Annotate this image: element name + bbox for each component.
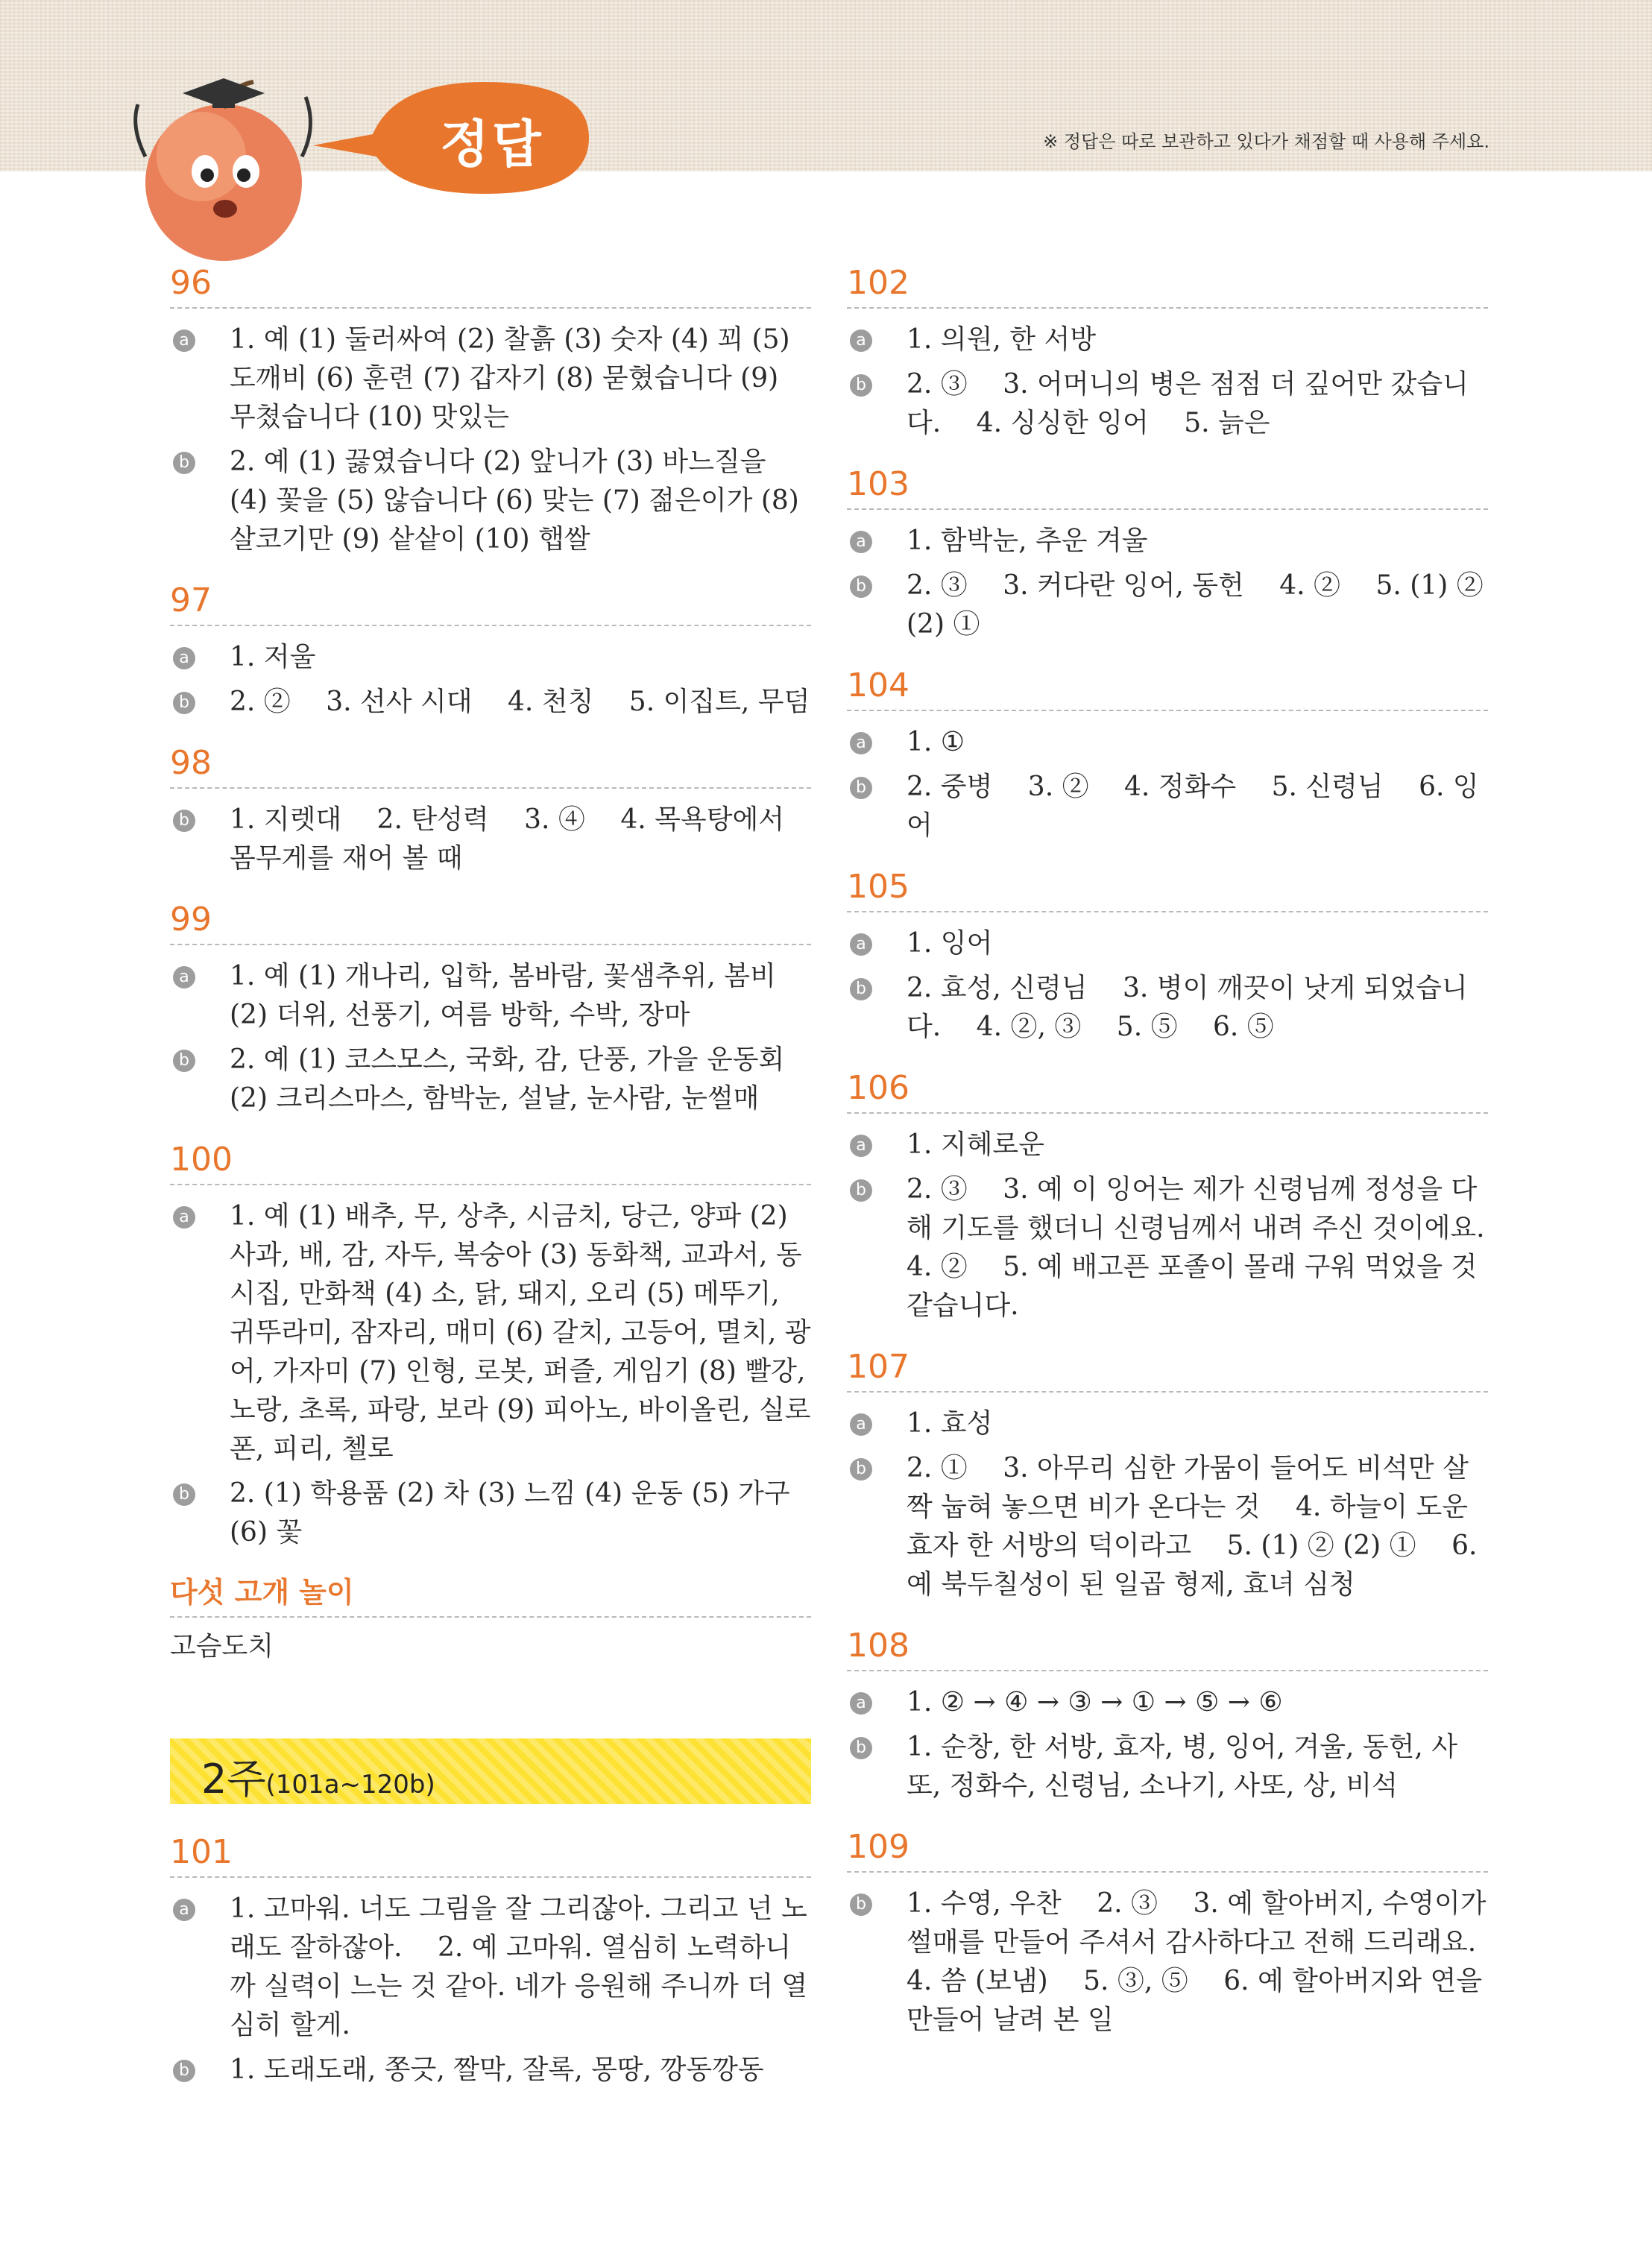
section-number: 96 — [170, 261, 811, 309]
answer-text: 1. 예 (1) 둘러싸여 (2) 찰흙 (3) 숫자 (4) 꾀 (5) 도깨비 (6) 훈련 (7) 갑자기 (8) 묻혔습니다 (9) 무쳤습니다 (10) 맛있는 — [230, 324, 790, 432]
part-badge: b — [850, 1458, 872, 1480]
part-badge: a — [850, 531, 872, 553]
part-badge: a — [173, 1206, 195, 1229]
answer-section-105 — [847, 865, 1488, 1047]
week-title — [201, 1747, 435, 1805]
answer-text: 1. 효성 — [907, 1408, 993, 1439]
answer-text: 1. 함박눈, 추운 겨울 — [907, 526, 1148, 556]
section-number: 106 — [847, 1066, 1488, 1114]
answer-row — [170, 801, 811, 878]
section-number: 104 — [847, 663, 1488, 711]
answer-text: 2. ③ 3. 커다란 잉어, 동헌 4. ② 5. (1) ② (2) ① — [907, 570, 1484, 640]
section-number: 109 — [847, 1825, 1488, 1873]
section-number: 107 — [847, 1345, 1488, 1393]
answer-section-97 — [170, 578, 811, 722]
peach-mascot-icon — [112, 52, 335, 276]
answer-text: 2. 예 (1) 코스모스, 국화, 감, 단풍, 가을 운동회 (2) 크리스마스, 함박눈, 설날, 눈사람, 눈썰매 — [230, 1044, 785, 1114]
answer-row — [170, 1475, 811, 1552]
answer-text: 2. 중병 3. ② 4. 정화수 5. 신령님 6. 잉어 — [907, 772, 1479, 841]
game-title: 다섯 고개 놀이 — [170, 1571, 811, 1618]
answer-row — [847, 1449, 1488, 1604]
part-badge: a — [850, 933, 872, 956]
answer-row — [170, 638, 811, 677]
answer-text: 1. ① — [907, 727, 965, 757]
answer-section-109 — [847, 1825, 1512, 2040]
right-column — [847, 261, 1521, 2059]
answer-row — [847, 1404, 1488, 1443]
section-number: 103 — [847, 462, 1488, 510]
answer-text: 1. 예 (1) 개나리, 입학, 봄바람, 꽃샘추위, 봄비 (2) 더위, 선풍기, 여름 방학, 수박, 장마 — [230, 961, 776, 1030]
part-badge: a — [850, 1135, 872, 1157]
answer-section-98 — [170, 741, 811, 878]
part-badge: a — [173, 1899, 195, 1921]
answer-section-100 — [170, 1138, 811, 1552]
answer-section-108 — [847, 1624, 1488, 1806]
answer-row — [170, 683, 811, 722]
section-number: 98 — [170, 741, 811, 789]
answer-section-96 — [170, 261, 811, 559]
answer-text: 1. ② → ④ → ③ → ① → ⑤ → ⑥ — [907, 1687, 1283, 1718]
answer-text: 1. 순창, 한 서방, 효자, 병, 잉어, 겨울, 동헌, 사또, 정화수, 신령님, 소나기, 사또, 상, 비석 — [907, 1732, 1458, 1801]
answer-row — [847, 768, 1488, 845]
answer-section-99 — [170, 898, 811, 1118]
week-banner — [170, 1738, 811, 1804]
answer-section-107 — [847, 1345, 1488, 1604]
section-number: 100 — [170, 1138, 811, 1185]
part-badge: b — [850, 777, 872, 799]
section-number: 102 — [847, 261, 1488, 309]
answer-section-103 — [847, 462, 1488, 644]
answer-row — [847, 1728, 1488, 1806]
answer-text: 2. ③ 3. 어머니의 병은 점점 더 깊어만 갔습니다. 4. 싱싱한 잉어 5. 늙은 — [907, 369, 1469, 438]
answer-text: 1. 예 (1) 배추, 무, 상추, 시금치, 당근, 양파 (2) 사과, 배, 감, 자두, 복숭아 (3) 동화책, 교과서, 동시집, 만화책 (4) 소, 닭, 돼지, 오리 (5) 메뚜기, 귀뚜라미, 잠자리, 매미 (6) 갈치, 고등어, 멸치, 광어, 가자미 (7) 인형, 로봇, 퍼즐, 게임기 (8) 빨강, 노랑, 초록, 파랑, 보라 (9) 피아노, 바이올린, 실로폰, 피리, 첼로 — [230, 1201, 811, 1464]
part-badge: a — [173, 329, 195, 352]
answer-section-104 — [847, 663, 1488, 845]
answer-row — [847, 723, 1488, 762]
answer-row — [170, 957, 811, 1035]
part-badge: b — [850, 576, 872, 598]
answer-section-102 — [847, 261, 1488, 443]
answer-text: 2. ② 3. 선사 시대 4. 천칭 5. 이집트, 무덤 — [230, 687, 810, 717]
answer-text: 2. 예 (1) 끓였습니다 (2) 앞니가 (3) 바느질을 (4) 꽃을 (5) 않습니다 (6) 맞는 (7) 젊은이가 (8) 살코기만 (9) 샅샅이 (10) 햅쌀 — [230, 447, 799, 555]
answer-text: 1. 지렛대 2. 탄성력 3. ④ 4. 목욕탕에서 몸무게를 재어 볼 때 — [230, 804, 785, 874]
answer-text: 2. ③ 3. 예 이 잉어는 제가 신령님께 정성을 다해 기도를 했더니 신령님께서 내려 주신 것이에요. 4. ② 5. 예 배고픈 포졸이 몰래 구워 먹었을 것 같습니다. — [907, 1174, 1521, 1321]
page-title: 정답 — [440, 116, 544, 174]
left-column — [170, 261, 811, 1665]
answer-text: 1. 수영, 우찬 2. ③ 3. 예 할아버지, 수영이가 썰매를 만들어 주셔서 감사하다고 전해 드리래요. 4. 씀 (보냄) 5. ③, ⑤ 6. 예 할아버지와 연을 만들어 날려 본 일 — [907, 1888, 1512, 2035]
part-badge: a — [850, 329, 872, 352]
part-badge: b — [173, 1483, 195, 1506]
answer-text: 1. 도래도래, 쫑긋, 짤막, 잘록, 몽땅, 깡동깡동 — [230, 2055, 764, 2085]
answer-text: 2. ① 3. 아무리 심한 가뭄이 들어도 비석만 살짝 눕혀 놓으면 비가 온다는 것 4. 하늘이 도운 효자 한 서방의 덕이라고 5. (1) ② (2) ① 6. 예 북두칠성이 된 일곱 형제, 효녀 심청 — [907, 1453, 1478, 1600]
answer-text: 2. (1) 학용품 (2) 차 (3) 느낌 (4) 운동 (5) 가구 (6) 꽃 — [230, 1478, 790, 1548]
section-number: 105 — [847, 865, 1488, 912]
part-badge: b — [173, 692, 195, 714]
answer-row — [847, 969, 1488, 1047]
part-badge: b — [850, 1737, 872, 1759]
part-badge: b — [850, 374, 872, 397]
answer-row — [847, 567, 1488, 644]
answer-text: 1. 저울 — [230, 642, 316, 672]
answer-row — [847, 1683, 1488, 1722]
answer-text: 1. 잉어 — [907, 928, 993, 959]
part-badge: b — [173, 452, 195, 474]
answer-row — [170, 1890, 811, 2045]
answer-row — [170, 1197, 811, 1469]
answer-row — [170, 443, 811, 559]
section-number: 108 — [847, 1624, 1488, 1671]
answer-row — [170, 1041, 811, 1118]
part-badge: b — [173, 1050, 195, 1072]
part-badge: b — [850, 1179, 872, 1202]
week-range: (101a~120b) — [265, 1770, 435, 1800]
answer-row — [847, 522, 1488, 561]
answer-section-101 — [170, 1830, 811, 2090]
storage-note: ※ 정답은 따로 보관하고 있다가 채점할 때 사용해 주세요. — [1043, 131, 1489, 152]
answer-text: 1. 지혜로운 — [907, 1129, 1044, 1160]
answer-row — [847, 321, 1488, 359]
part-badge: b — [850, 1893, 872, 1916]
part-badge: a — [850, 1692, 872, 1715]
answer-text: 2. 효성, 신령님 3. 병이 깨끗이 낫게 되었습니다. 4. ②, ③ 5. ⑤ 6. ⑤ — [907, 973, 1468, 1042]
week-label: 2주 — [201, 1756, 266, 1803]
part-badge: a — [850, 1413, 872, 1436]
part-badge: b — [173, 810, 195, 832]
answer-text: 1. 고마워. 너도 그림을 잘 그리잖아. 그리고 넌 노래도 잘하잖아. 2. 예 고마워. 열심히 노력하니까 실력이 느는 것 같아. 네가 응원해 주니까 더 열심히 할게. — [230, 1893, 808, 2040]
answer-text: 1. 의원, 한 서방 — [907, 324, 1097, 355]
part-badge: b — [173, 2060, 195, 2082]
section-number: 97 — [170, 578, 811, 626]
section-number: 101 — [170, 1830, 811, 1878]
section-number: 99 — [170, 898, 811, 945]
game-answer: 고슴도치 — [170, 1631, 274, 1662]
left-column-bottom — [170, 1830, 811, 2109]
answer-row — [847, 365, 1488, 443]
answer-row — [847, 924, 1488, 963]
answer-row — [847, 1885, 1512, 2040]
part-badge: a — [850, 732, 872, 754]
answer-row — [170, 2051, 811, 2090]
answer-row — [847, 1126, 1488, 1164]
part-badge: b — [850, 978, 872, 1000]
answer-section-106 — [847, 1066, 1521, 1325]
answer-row — [847, 1170, 1521, 1325]
part-badge: a — [173, 966, 195, 988]
part-badge: a — [173, 647, 195, 669]
answer-row — [170, 321, 811, 437]
